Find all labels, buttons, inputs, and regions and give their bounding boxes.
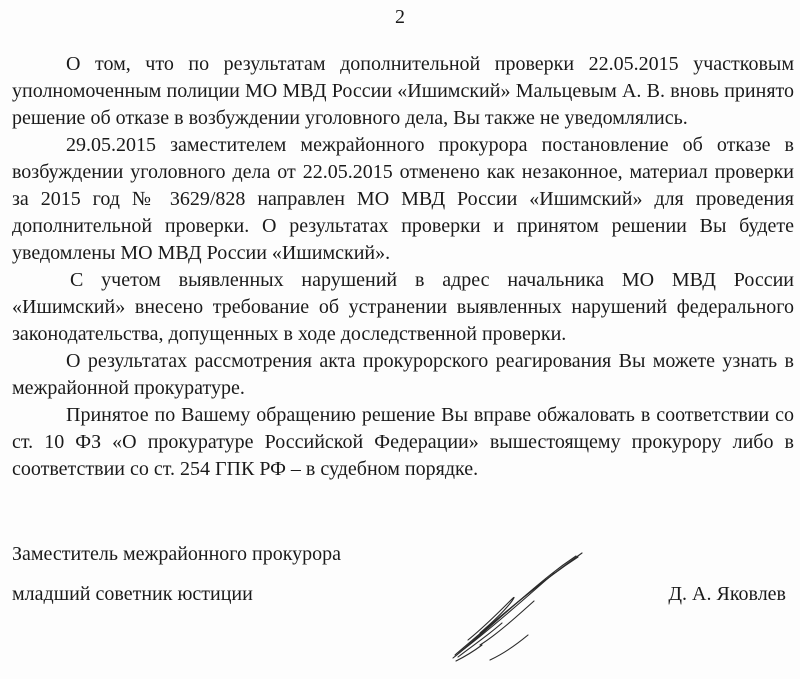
paragraph: Принятое по Вашему обращению решение Вы вправе обжаловать в соответствии со ст. 10 ФЗ «О прокуратуре Российской Федерации» вышестоящему прокурору либо в соответствии со ст. 254 ГПК РФ – в судебном порядке. (12, 404, 794, 480)
signatory-position: Заместитель межрайонного прокурора (12, 543, 342, 565)
paragraph: С учетом выявленных нарушений в адрес начальника МО МВД России «Ишимский» внесено требование об устранении выявленных нарушений федерального законодательства, допущенных в ходе доследственной проверки. (12, 269, 794, 345)
letter-body (12, 51, 794, 483)
signatory-rank: младший советник юстиции (12, 583, 253, 605)
handwritten-signature (450, 545, 590, 665)
paragraph: 29.05.2015 заместителем межрайонного прокурора постановление об отказе в возбуждении уголовного дела от 22.05.2015 отменено как незаконное, материал проверки за 2015 год № 3629/828 направлен МО МВД России «Ишимский» для проведения дополнительной проверки. О результатах проверки и принятом решении Вы будете уведомлены МО МВД России «Ишимский». (12, 134, 794, 264)
page-number: 2 (395, 6, 405, 28)
paragraph: О результатах рассмотрения акта прокурорского реагирования Вы можете узнать в межрайонной прокуратуре. (12, 350, 794, 399)
signatory-name: Д. А. Яковлев (668, 583, 786, 605)
paragraph: О том, что по результатам дополнительной проверки 22.05.2015 участковым уполномоченным полиции МО МВД России «Ишимский» Мальцевым А. В. вновь принято решение об отказе в возбуждении уголовного дела, Вы также не уведомлялись. (12, 53, 794, 129)
